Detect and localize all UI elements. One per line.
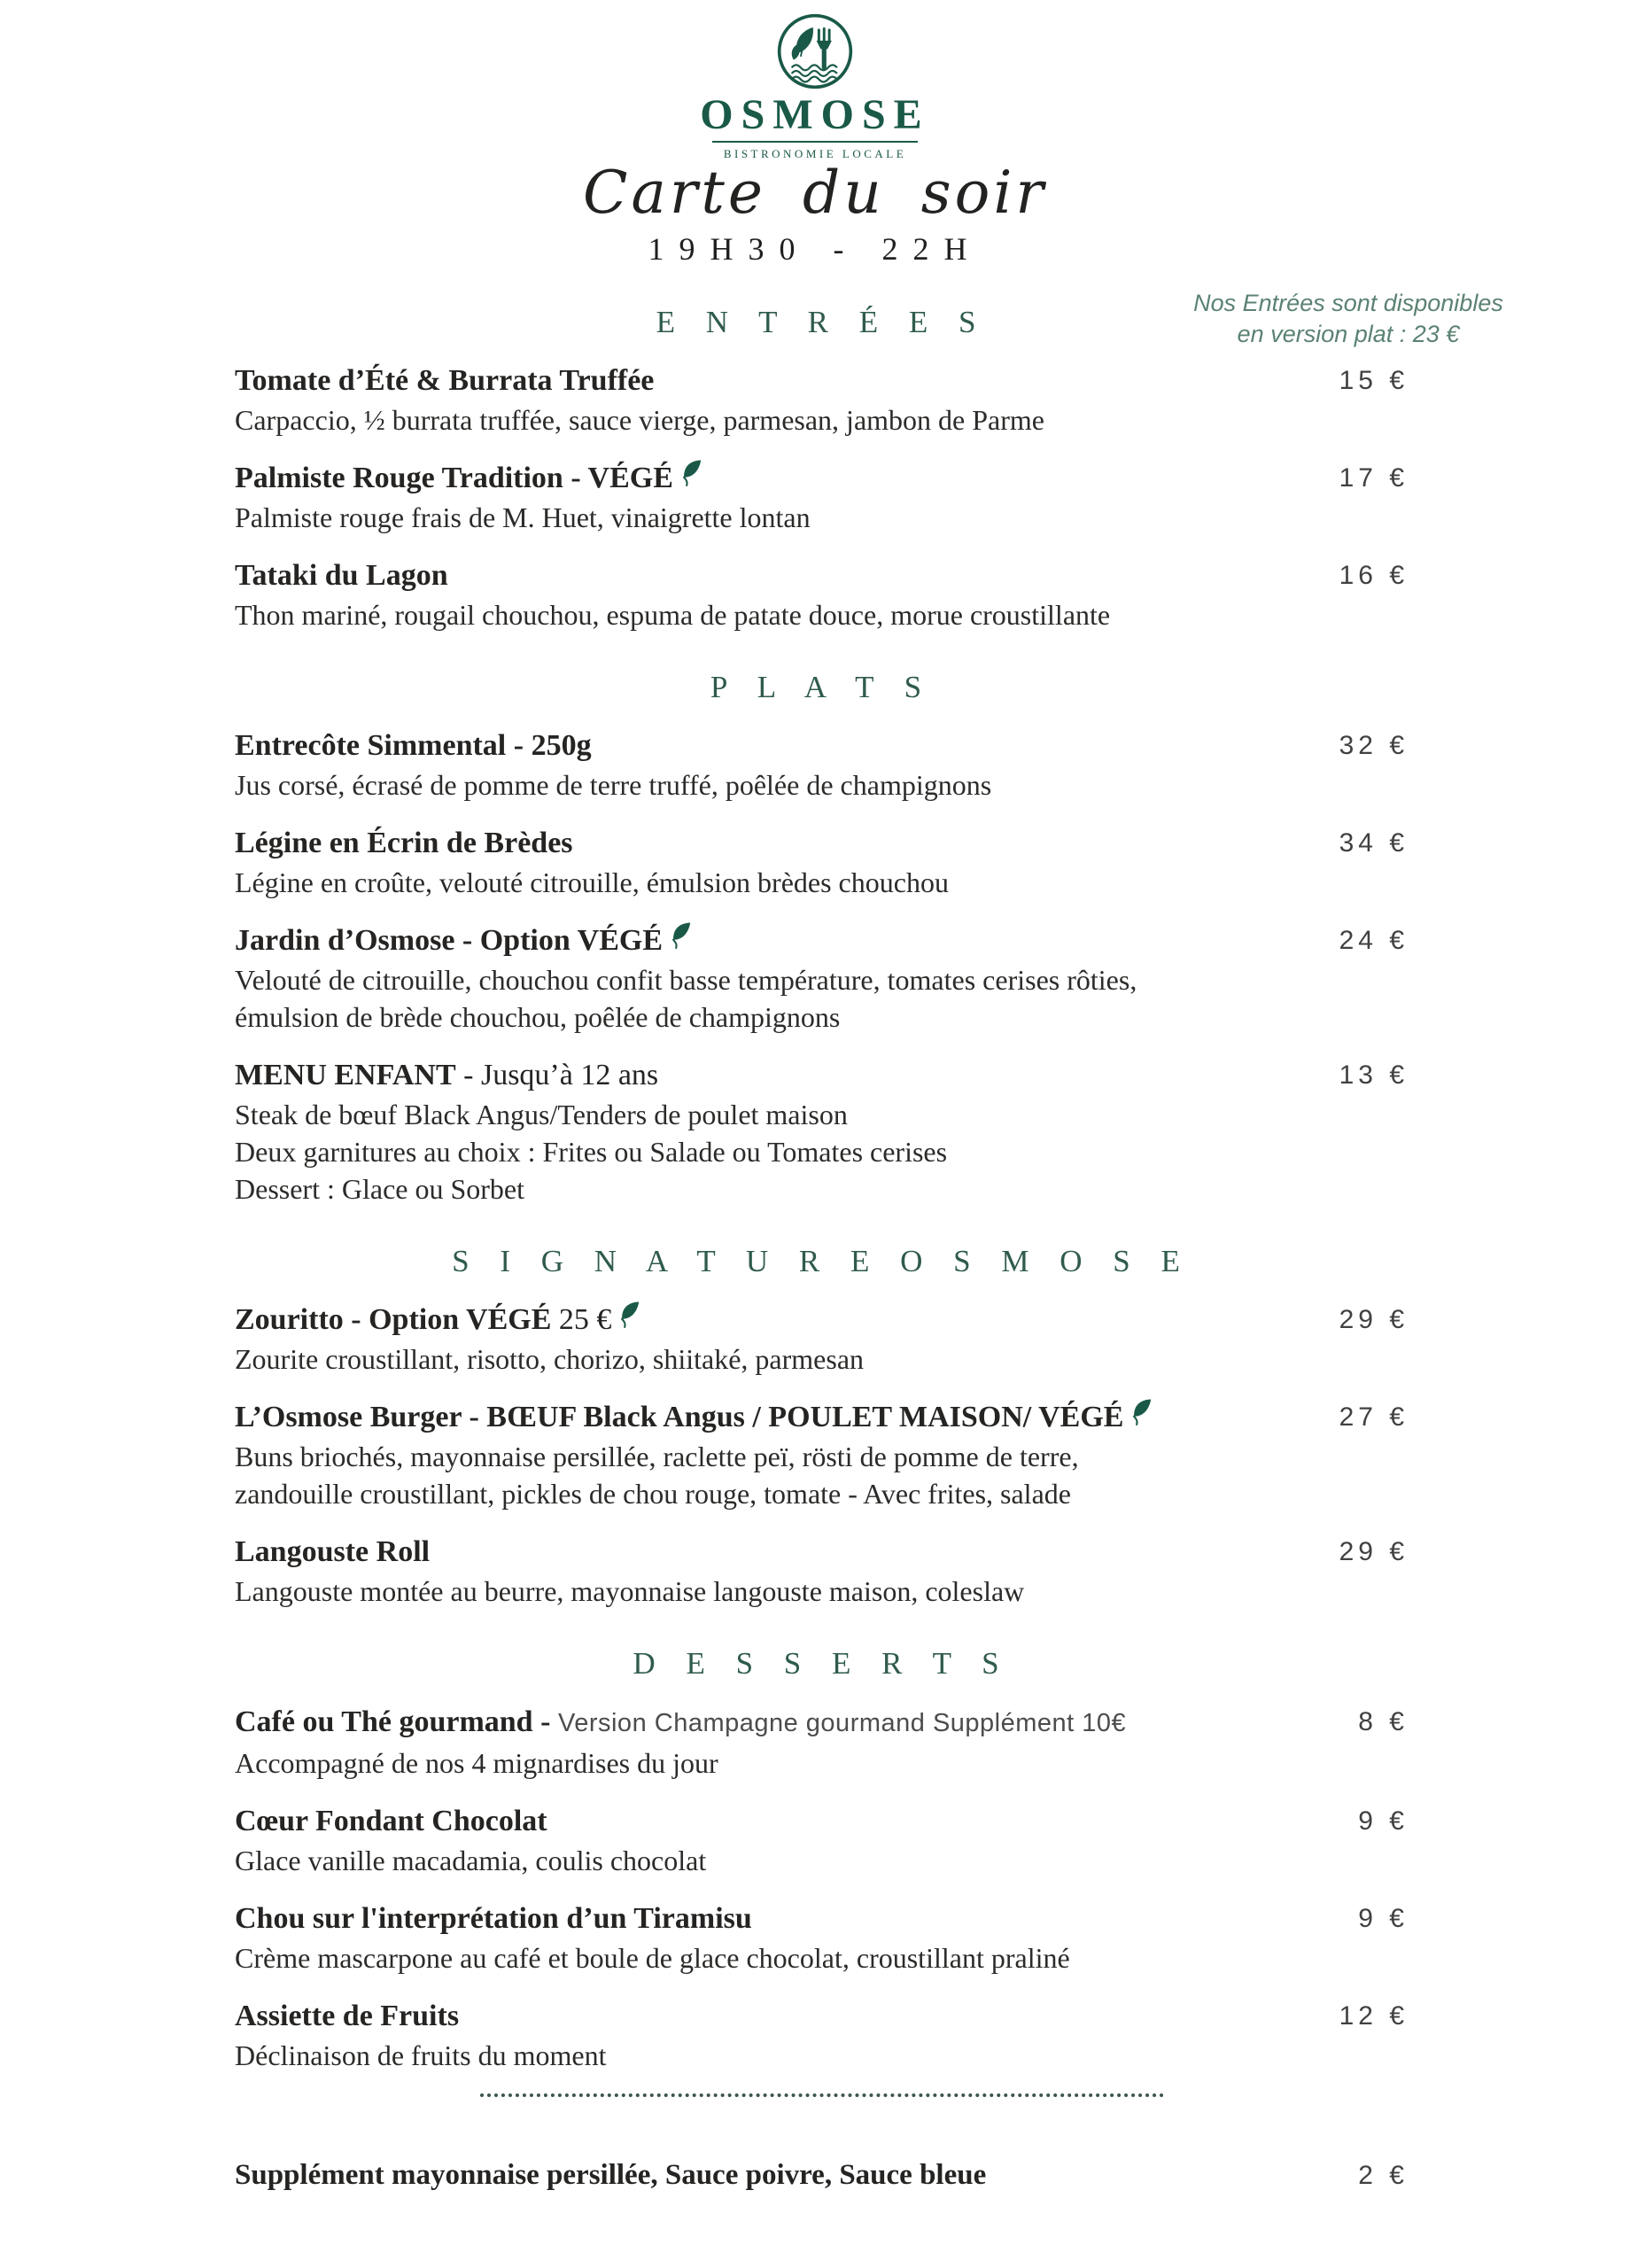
description-line: Glace vanille macadamia, coulis chocolat: [235, 1845, 707, 1876]
item-description: [235, 1842, 1326, 1879]
item-name-text: L’Osmose Burger - BŒUF Black Angus / POULET MAISON/ VÉGÉ: [235, 1401, 1124, 1433]
menu-item: [235, 823, 1409, 901]
section-title-entrees: E N T R É E S: [656, 305, 988, 339]
description-line: Buns briochés, mayonnaise persillée, raclette peï, rösti de pomme de terre,: [235, 1441, 1079, 1472]
description-line: Palmiste rouge frais de M. Huet, vinaigrette lontan: [235, 501, 811, 533]
item-name: [235, 920, 1308, 960]
menu-item: [235, 458, 1409, 536]
item-price: 29 €: [1339, 1537, 1409, 1566]
description-line: Déclinaison de fruits du moment: [235, 2039, 607, 2071]
item-main: [235, 1532, 1339, 1610]
vege-leaf-icon: [617, 1298, 642, 1331]
description-line: Accompagné de nos 4 mignardises du jour: [235, 1747, 718, 1779]
menu-content: [0, 290, 1630, 2194]
item-name: [235, 555, 1308, 595]
item-price: 34 €: [1339, 828, 1409, 858]
section-header-entrees: [235, 290, 1503, 347]
brand-tagline: BISTRONOMIE LOCALE: [723, 147, 907, 160]
item-price: 17 €: [1339, 463, 1409, 493]
item-description: [235, 596, 1308, 633]
supplement-row: [235, 2155, 1409, 2194]
description-line: Légine en croûte, velouté citrouille, émulsion brèdes chouchou: [235, 866, 949, 898]
item-price: 9 €: [1358, 1904, 1409, 1933]
section-header-signature: [235, 1241, 1409, 1282]
menu-item: [235, 1996, 1409, 2074]
section-title-desserts: D E S S E R T S: [633, 1646, 1011, 1681]
item-description: [235, 1096, 1308, 1208]
item-name: [235, 1702, 1326, 1744]
section-title-plats: P L A T S: [710, 670, 934, 704]
menu-item: [235, 1899, 1409, 1977]
item-name-text: Cœur Fondant Chocolat: [235, 1805, 547, 1837]
service-hours: 19H30 - 22H: [648, 231, 982, 267]
section-header-desserts: [235, 1643, 1409, 1684]
brand-logo-icon: [776, 12, 854, 90]
item-description: [235, 1573, 1308, 1610]
item-description: [235, 2037, 1308, 2074]
item-name-text: Assiette de Fruits: [235, 2000, 460, 2032]
item-main: [235, 1300, 1339, 1378]
menu-item: [235, 1300, 1409, 1378]
item-price: 12 €: [1339, 2001, 1409, 2031]
menu-section-entrees: [235, 290, 1503, 633]
menu-item: [235, 1055, 1409, 1208]
item-price: 29 €: [1339, 1305, 1409, 1334]
description-line: Velouté de citrouille, chouchou confit basse température, tomates cerises rôties,: [235, 964, 1137, 996]
item-main: [235, 1397, 1339, 1512]
item-main: [235, 1702, 1358, 1782]
item-name: [235, 458, 1308, 498]
item-name: [235, 361, 1308, 400]
description-line: Jus corsé, écrasé de pomme de terre truffé, poêlée de champignons: [235, 769, 992, 801]
item-name-suffix: - Jusqu’à 12 ans: [455, 1059, 659, 1091]
item-description: [235, 1744, 1326, 1782]
item-price: 24 €: [1339, 926, 1409, 955]
item-main: [235, 920, 1339, 1036]
item-price: 15 €: [1339, 366, 1409, 395]
menu-item: [235, 1702, 1409, 1782]
item-name-suffix: Version Champagne gourmand Supplément 10€: [550, 1709, 1127, 1737]
menu-section-signature: [235, 1241, 1409, 1610]
description-line: zandouille croustillant, pickles de chou rouge, tomate - Avec frites, salade: [235, 1478, 1071, 1510]
entrees-note: [1153, 288, 1543, 350]
item-name-text: Tataki du Lagon: [235, 559, 448, 592]
item-name-text: Jardin d’Osmose - Option VÉGÉ: [235, 924, 664, 957]
item-name: [235, 1300, 1308, 1340]
item-main: [235, 1899, 1358, 1977]
item-name-text: Légine en Écrin de Brèdes: [235, 827, 573, 859]
item-name: [235, 1055, 1308, 1095]
item-main: [235, 361, 1339, 439]
description-line: Steak de bœuf Black Angus/Tenders de poulet maison: [235, 1099, 848, 1130]
item-main: [235, 1055, 1339, 1208]
item-description: [235, 401, 1308, 439]
vege-leaf-icon: [667, 919, 693, 951]
menu-item: [235, 726, 1409, 804]
item-description: [235, 1438, 1308, 1512]
menu-item: [235, 920, 1409, 1036]
description-line: Thon mariné, rougail chouchou, espuma de patate douce, morue croustillante: [235, 599, 1111, 631]
item-price: 27 €: [1339, 1402, 1409, 1432]
item-name-text: Langouste Roll: [235, 1535, 431, 1568]
item-price: 16 €: [1339, 561, 1409, 590]
description-line: Deux garnitures au choix : Frites ou Salade ou Tomates cerises: [235, 1136, 948, 1168]
menu-header: [0, 0, 1630, 268]
item-name: [235, 1801, 1326, 1841]
description-line: Dessert : Glace ou Sorbet: [235, 1173, 525, 1205]
item-description: [235, 1939, 1326, 1977]
item-name-text: Tomate d’Été & Burrata Truffée: [235, 364, 655, 397]
description-line: Carpaccio, ½ burrata truffée, sauce vierge, parmesan, jambon de Parme: [235, 404, 1044, 436]
item-name-text: Entrecôte Simmental - 250g: [235, 729, 592, 762]
brand-name: OSMOSE: [700, 91, 930, 138]
item-name-text: MENU ENFANT: [235, 1059, 456, 1091]
item-name: [235, 1532, 1308, 1572]
menu-item: [235, 1397, 1409, 1512]
item-name: [235, 726, 1308, 765]
item-price: 9 €: [1358, 1806, 1409, 1836]
menu-section-desserts: [235, 1643, 1409, 2074]
item-main: [235, 555, 1339, 633]
menu-section-plats: [235, 667, 1409, 1208]
menu-title: Carte du soir: [583, 159, 1047, 227]
item-main: [235, 1801, 1358, 1879]
item-main: [235, 726, 1339, 804]
item-name-text: Palmiste Rouge Tradition - VÉGÉ: [235, 462, 673, 494]
note-line: en version plat : 23 €: [1237, 321, 1460, 347]
item-price: 32 €: [1339, 731, 1409, 760]
supplement-text: Supplément mayonnaise persillée, Sauce poivre, Sauce bleue: [235, 2159, 987, 2191]
item-description: [235, 766, 1308, 804]
supplement-price: 2 €: [1358, 2161, 1409, 2190]
item-description: [235, 499, 1308, 536]
item-description: [235, 1340, 1308, 1378]
dotted-divider: [480, 2093, 1164, 2097]
item-description: [235, 864, 1308, 901]
item-name: [235, 1899, 1326, 1938]
note-line: Nos Entrées sont disponibles: [1193, 290, 1503, 316]
section-header-plats: [235, 667, 1409, 708]
menu-sections: [235, 290, 1503, 2074]
item-name-text: Café ou Thé gourmand -: [235, 1705, 551, 1738]
menu-item: [235, 555, 1409, 633]
brand-underline: [712, 141, 918, 143]
item-main: [235, 823, 1339, 901]
item-price: 8 €: [1358, 1707, 1409, 1736]
description-line: Zourite croustillant, risotto, chorizo, shiitaké, parmesan: [235, 1343, 865, 1375]
item-name-text: Chou sur l'interprétation d’un Tiramisu: [235, 1902, 752, 1935]
item-name: [235, 1397, 1308, 1437]
section-title-signature: S I G N A T U R E O S M O S E: [452, 1244, 1191, 1278]
item-price: 13 €: [1339, 1060, 1409, 1090]
menu-footer: [235, 2093, 1409, 2194]
item-main: [235, 1996, 1339, 2074]
item-name: [235, 1996, 1308, 2036]
menu-item: [235, 361, 1409, 439]
menu-item: [235, 1801, 1409, 1879]
description-line: Langouste montée au beurre, mayonnaise langouste maison, coleslaw: [235, 1575, 1025, 1607]
description-line: Crème mascarpone au café et boule de glace chocolat, croustillant praliné: [235, 1942, 1070, 1974]
description-line: émulsion de brède chouchou, poêlée de champignons: [235, 1001, 841, 1033]
item-name-suffix: 25 €: [551, 1303, 612, 1336]
item-name-text: Zouritto - Option VÉGÉ: [235, 1303, 552, 1336]
menu-item: [235, 1532, 1409, 1610]
item-description: [235, 961, 1308, 1036]
vege-leaf-icon: [678, 456, 703, 489]
item-main: [235, 458, 1339, 536]
vege-leaf-icon: [1129, 1395, 1154, 1428]
item-name: [235, 823, 1308, 863]
